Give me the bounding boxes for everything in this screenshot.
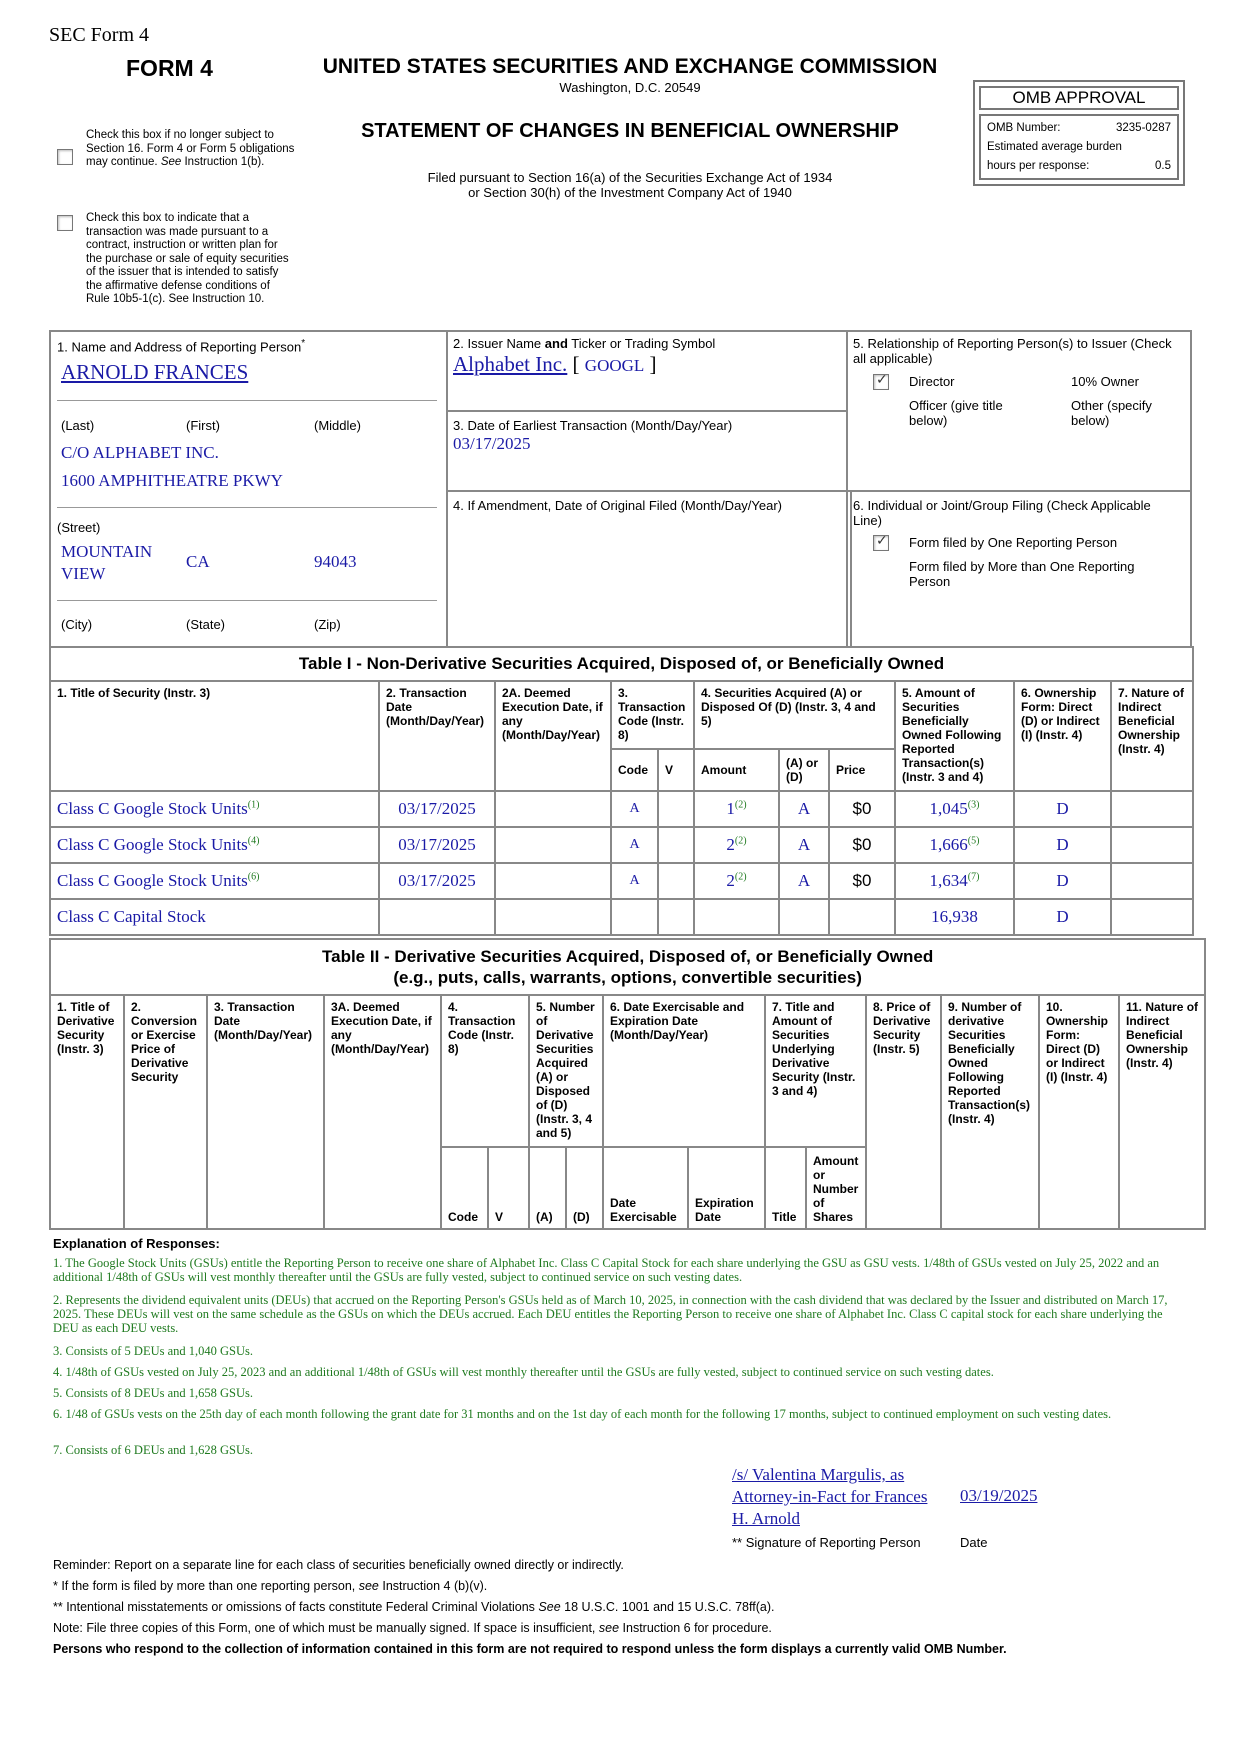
price: $0 [829, 791, 895, 827]
v-flag [658, 827, 694, 863]
box5-label: 5. Relationship of Reporting Person(s) to Issuer (Check all applicable) [853, 336, 1172, 366]
t1-sub-price: Price [829, 749, 895, 791]
city-label: (City) [61, 617, 93, 632]
issuer-name-link[interactable]: Alphabet Inc. [453, 352, 568, 376]
last-label: (Last) [61, 418, 95, 433]
first-label: (First) [186, 418, 220, 433]
nature [1111, 863, 1193, 899]
state-value: CA [186, 552, 210, 571]
t1-col-ownership-form: 6. Ownership Form: Direct (D) or Indirect (I) (Instr. 4) [1014, 681, 1111, 791]
price [829, 899, 895, 935]
t2-sub-expiration: Expiration Date [688, 1147, 765, 1229]
footnote-3: 3. Consists of 5 DEUs and 1,040 GSUs. [53, 1344, 254, 1358]
omb-number-label: OMB Number: [987, 122, 1061, 134]
one-reporting-person-checkbox[interactable]: ✓ [873, 535, 889, 551]
t1-col-title: 1. Title of Security (Instr. 3) [50, 681, 379, 791]
t2-col-transaction-date: 3. Transaction Date (Month/Day/Year) [207, 995, 324, 1229]
signature-block: /s/ Valentina Margulis, as Attorney-in-Fact for Frances H. Arnold [732, 1465, 928, 1528]
t1-col-transaction-code: 3. Transaction Code (Instr. 8) [611, 681, 694, 749]
table-2-title: Table II - Derivative Securities Acquired, Disposed of, or Beneficially Owned (e.g., puts, calls, warrants, options, convertible securities) [50, 939, 1205, 995]
t2-sub-amount-shares: Amount or Number of Shares [806, 1147, 866, 1229]
v-flag [658, 791, 694, 827]
city-value: MOUNTAIN VIEW [61, 542, 153, 583]
nature [1111, 791, 1193, 827]
omb-number: 3235-0287 [1116, 122, 1171, 134]
t1-col-amount-owned: 5. Amount of Securities Beneficially Owned Following Reported Transaction(s) (Instr. 3 and 4) [895, 681, 1014, 791]
table-2-derivative [49, 938, 1206, 1230]
table-row [50, 827, 1193, 863]
t1-sub-code: Code [611, 749, 658, 791]
sec-form-label: SEC Form 4 [49, 24, 150, 46]
amount-owned: 1,666$^{(5)}$ [895, 827, 1014, 863]
footnote-6: 6. 1/48 of GSUs vests on the 25th day of each month following the grant date for 31 months and on the 1st day of each month for the following 17 months, subject to continued employment on such vesting dates. [53, 1407, 1112, 1421]
deemed-date [495, 827, 611, 863]
transaction-date [379, 899, 495, 935]
earliest-transaction-date: 03/17/2025 [453, 434, 531, 453]
one-reporting-person-label: Form filed by One Reporting Person [909, 535, 1118, 550]
reminder-1: Reminder: Report on a separate line for each class of securities beneficially owned directly or indirectly. [53, 1558, 624, 1572]
t1-col-nature: 7. Nature of Indirect Beneficial Ownership (Instr. 4) [1111, 681, 1193, 791]
t1-col-securities-acquired: 4. Securities Acquired (A) or Disposed Of (D) (Instr. 3, 4 and 5) [694, 681, 895, 749]
street-line-2: 1600 AMPHITHEATRE PKWY [61, 471, 283, 490]
t2-sub-code: Code [441, 1147, 488, 1229]
amount-owned: 1,045$^{(3)}$ [895, 791, 1014, 827]
deemed-date [495, 791, 611, 827]
no-longer-subject-checkbox[interactable] [57, 149, 73, 165]
ownership-form: D [1014, 827, 1111, 863]
t2-col-title-amount: 7. Title and Amount of Securities Underlying Derivative Security (Instr. 3 and 4) [765, 995, 866, 1147]
transaction-code: A [611, 791, 658, 827]
reminder-2: * If the form is filed by more than one reporting person, see Instruction 4 (b)(v). [53, 1579, 488, 1593]
other-label: Other (specify below) [1071, 398, 1152, 428]
nature [1111, 899, 1193, 935]
omb-approval-box [973, 80, 1185, 186]
acquired-or-disposed: A [779, 863, 829, 899]
filed-pursuant: Filed pursuant to Section 16(a) of the Securities Exchange Act of 1934 or Section 30(h) of the Investment Company Act of 1940 [427, 170, 833, 200]
director-checkbox[interactable]: ✓ [873, 374, 889, 390]
acquired-or-disposed: A [779, 791, 829, 827]
acquired-or-disposed [779, 899, 829, 935]
security-title: Class C Google Stock Units$^{(4)}$ [50, 827, 379, 863]
zip-label: (Zip) [314, 617, 341, 632]
transaction-date: 03/17/2025 [379, 791, 495, 827]
footnote-7: 7. Consists of 6 DEUs and 1,628 GSUs. [53, 1443, 254, 1457]
deemed-date [495, 899, 611, 935]
rule-10b5-1-text: Check this box to indicate that a transaction was made pursuant to a contract, instruction or written plan for the purchase or sale of equity securities of the issuer that is intended to satisfy the affirmative defense conditions of Rule 10b5-1(c). See Instruction 10. [86, 212, 289, 305]
box6-label: 6. Individual or Joint/Group Filing (Check Applicable Line) [853, 498, 1151, 528]
date-label: Date [960, 1535, 988, 1550]
t1-col-deemed-date: 2A. Deemed Execution Date, if any (Month/Day/Year) [495, 681, 611, 791]
table-row [50, 791, 1193, 827]
street-line-1: C/O ALPHABET INC. [61, 443, 219, 462]
box2-label: 2. Issuer Name and Ticker or Trading Symbol [453, 336, 716, 351]
footnote-2: 2. Represents the dividend equivalent units (DEUs) that accrued on the Reporting Person's GSUs held as of March 10, 2025, in connection with the cash dividend that was declared by the Issuer and distributed on March 17, 2025. These DEUs will vest on the same schedule as the GSUs on which the DEUs accrued. Each DEU entitles the Reporting Person to receive one share of Alphabet Inc. Class C capital stock for each share underlying the DEU as each DEU vests. [53, 1293, 1168, 1335]
t2-sub-d: (D) [566, 1147, 603, 1229]
box4-label: 4. If Amendment, Date of Original Filed (Month/Day/Year) [453, 498, 783, 513]
ownership-form: D [1014, 899, 1111, 935]
amount [694, 899, 779, 935]
security-title: Class C Google Stock Units$^{(6)}$ [50, 863, 379, 899]
state-label: (State) [186, 617, 226, 632]
t2-col-conversion-price: 2. Conversion or Exercise Price of Derivative Security [124, 995, 207, 1229]
omb-burden-label: Estimated average burden [987, 141, 1122, 153]
table-1-non-derivative [49, 646, 1194, 936]
officer-label: Officer (give title below) [909, 398, 1003, 428]
agency-title: UNITED STATES SECURITIES AND EXCHANGE COMMISSION [322, 55, 938, 78]
box1-label: 1. Name and Address of Reporting Person* [57, 338, 306, 355]
footnote-5: 5. Consists of 8 DEUs and 1,658 GSUs. [53, 1386, 254, 1400]
explanation-heading: Explanation of Responses: [53, 1236, 220, 1251]
nature [1111, 827, 1193, 863]
t2-col-title: 1. Title of Derivative Security (Instr. 3) [50, 995, 124, 1229]
acquired-or-disposed: A [779, 827, 829, 863]
security-title: Class C Google Stock Units$^{(1)}$ [50, 791, 379, 827]
transaction-code [611, 899, 658, 935]
price: $0 [829, 827, 895, 863]
t2-sub-v: V [488, 1147, 529, 1229]
box3-label: 3. Date of Earliest Transaction (Month/Day/Year) [453, 418, 733, 433]
no-longer-subject-text: Check this box if no longer subject to Section 16. Form 4 or Form 5 obligations may continue. See Instruction 1(b). [86, 129, 295, 168]
t1-sub-v: V [658, 749, 694, 791]
t2-sub-title: Title [765, 1147, 806, 1229]
rule-10b5-1-checkbox[interactable] [57, 215, 73, 231]
price: $0 [829, 863, 895, 899]
street-label: (Street) [57, 520, 101, 535]
middle-label: (Middle) [314, 418, 361, 433]
signature-label: ** Signature of Reporting Person [732, 1535, 921, 1550]
t1-col-transaction-date: 2. Transaction Date (Month/Day/Year) [379, 681, 495, 791]
omb-hours: 0.5 [1155, 160, 1171, 172]
more-reporting-persons-label: Form filed by More than One Reporting Person [909, 559, 1135, 589]
reporting-person-name[interactable]: ARNOLD FRANCES [61, 360, 249, 384]
security-title: Class C Capital Stock [50, 899, 379, 935]
amount: 2$^{(2)}$ [694, 827, 779, 863]
ownership-form: D [1014, 791, 1111, 827]
director-label: Director [909, 374, 955, 389]
omb-hours-label: hours per response: [987, 160, 1090, 172]
t2-col-number-owned: 9. Number of derivative Securities Beneficially Owned Following Reported Transaction(s) (Instr. 4) [941, 995, 1039, 1229]
issuer-line: Alphabet Inc. [ GOOGL ] [453, 352, 657, 376]
t2-col-ownership-form: 10. Ownership Form: Direct (D) or Indirect (I) (Instr. 4) [1039, 995, 1119, 1229]
form-label: FORM 4 [126, 55, 213, 81]
reminder-5: Persons who respond to the collection of information contained in this form are not required to respond unless the form displays a currently valid OMB Number. [53, 1642, 1007, 1656]
t2-sub-date-exercisable: Date Exercisable [603, 1147, 688, 1229]
table-row [50, 899, 1193, 935]
amount-owned: 1,634$^{(7)}$ [895, 863, 1014, 899]
transaction-date: 03/17/2025 [379, 863, 495, 899]
t2-col-nature: 11. Nature of Indirect Beneficial Ownership (Instr. 4) [1119, 995, 1205, 1229]
agency-location: Washington, D.C. 20549 [559, 80, 701, 95]
ownership-form: D [1014, 863, 1111, 899]
t2-col-deemed-date: 3A. Deemed Execution Date, if any (Month/Day/Year) [324, 995, 441, 1229]
statement-title: STATEMENT OF CHANGES IN BENEFICIAL OWNERSHIP [361, 120, 899, 142]
amount-owned: 16,938 [895, 899, 1014, 935]
t2-col-price: 8. Price of Derivative Security (Instr. 5) [866, 995, 941, 1229]
table-row [50, 863, 1193, 899]
ticker-symbol: GOOGL [584, 356, 645, 375]
deemed-date [495, 863, 611, 899]
v-flag [658, 863, 694, 899]
t2-col-date-exercisable: 6. Date Exercisable and Expiration Date (Month/Day/Year) [603, 995, 765, 1147]
t1-sub-amount: Amount [694, 749, 779, 791]
v-flag [658, 899, 694, 935]
t2-col-transaction-code: 4. Transaction Code (Instr. 8) [441, 995, 529, 1147]
reminder-4: Note: File three copies of this Form, one of which must be manually signed. If space is insufficient, see Instruction 6 for procedure. [53, 1621, 772, 1635]
amount: 2$^{(2)}$ [694, 863, 779, 899]
amount: 1$^{(2)}$ [694, 791, 779, 827]
footnote-4: 4. 1/48th of GSUs vested on July 25, 2023 and an additional 1/48th of GSUs will vest monthly thereafter until the GSUs are fully vested, subject to continued service on such vesting dates. [53, 1365, 994, 1379]
zip-value: 94043 [314, 552, 357, 571]
signature-date: 03/19/2025 [960, 1486, 1038, 1505]
footnote-1: 1. The Google Stock Units (GSUs) entitle the Reporting Person to receive one share of Alphabet Inc. Class C Capital Stock for each share underlying the GSU as GSU vests. 1/48th of GSUs vested on July 25, 2022 and an additional 1/48th of GSUs will vest monthly thereafter until the GSUs are fully vested, subject to continued service on such vesting dates. [53, 1256, 1160, 1284]
transaction-code: A [611, 827, 658, 863]
t1-sub-a-or-d: (A) or (D) [779, 749, 829, 791]
t2-sub-a: (A) [529, 1147, 566, 1229]
t2-col-number-derivative: 5. Number of Derivative Securities Acquired (A) or Disposed of (D) (Instr. 3, 4 and 5) [529, 995, 603, 1147]
ten-pct-owner-label: 10% Owner [1071, 374, 1139, 389]
omb-approval-title: OMB APPROVAL [979, 86, 1179, 110]
transaction-code: A [611, 863, 658, 899]
reminder-3: ** Intentional misstatements or omissions of facts constitute Federal Criminal Violations See 18 U.S.C. 1001 and 15 U.S.C. 78ff(a). [53, 1600, 775, 1614]
transaction-date: 03/17/2025 [379, 827, 495, 863]
omb-details [979, 114, 1179, 180]
table-1-title: Table I - Non-Derivative Securities Acquired, Disposed of, or Beneficially Owned [50, 647, 1193, 681]
